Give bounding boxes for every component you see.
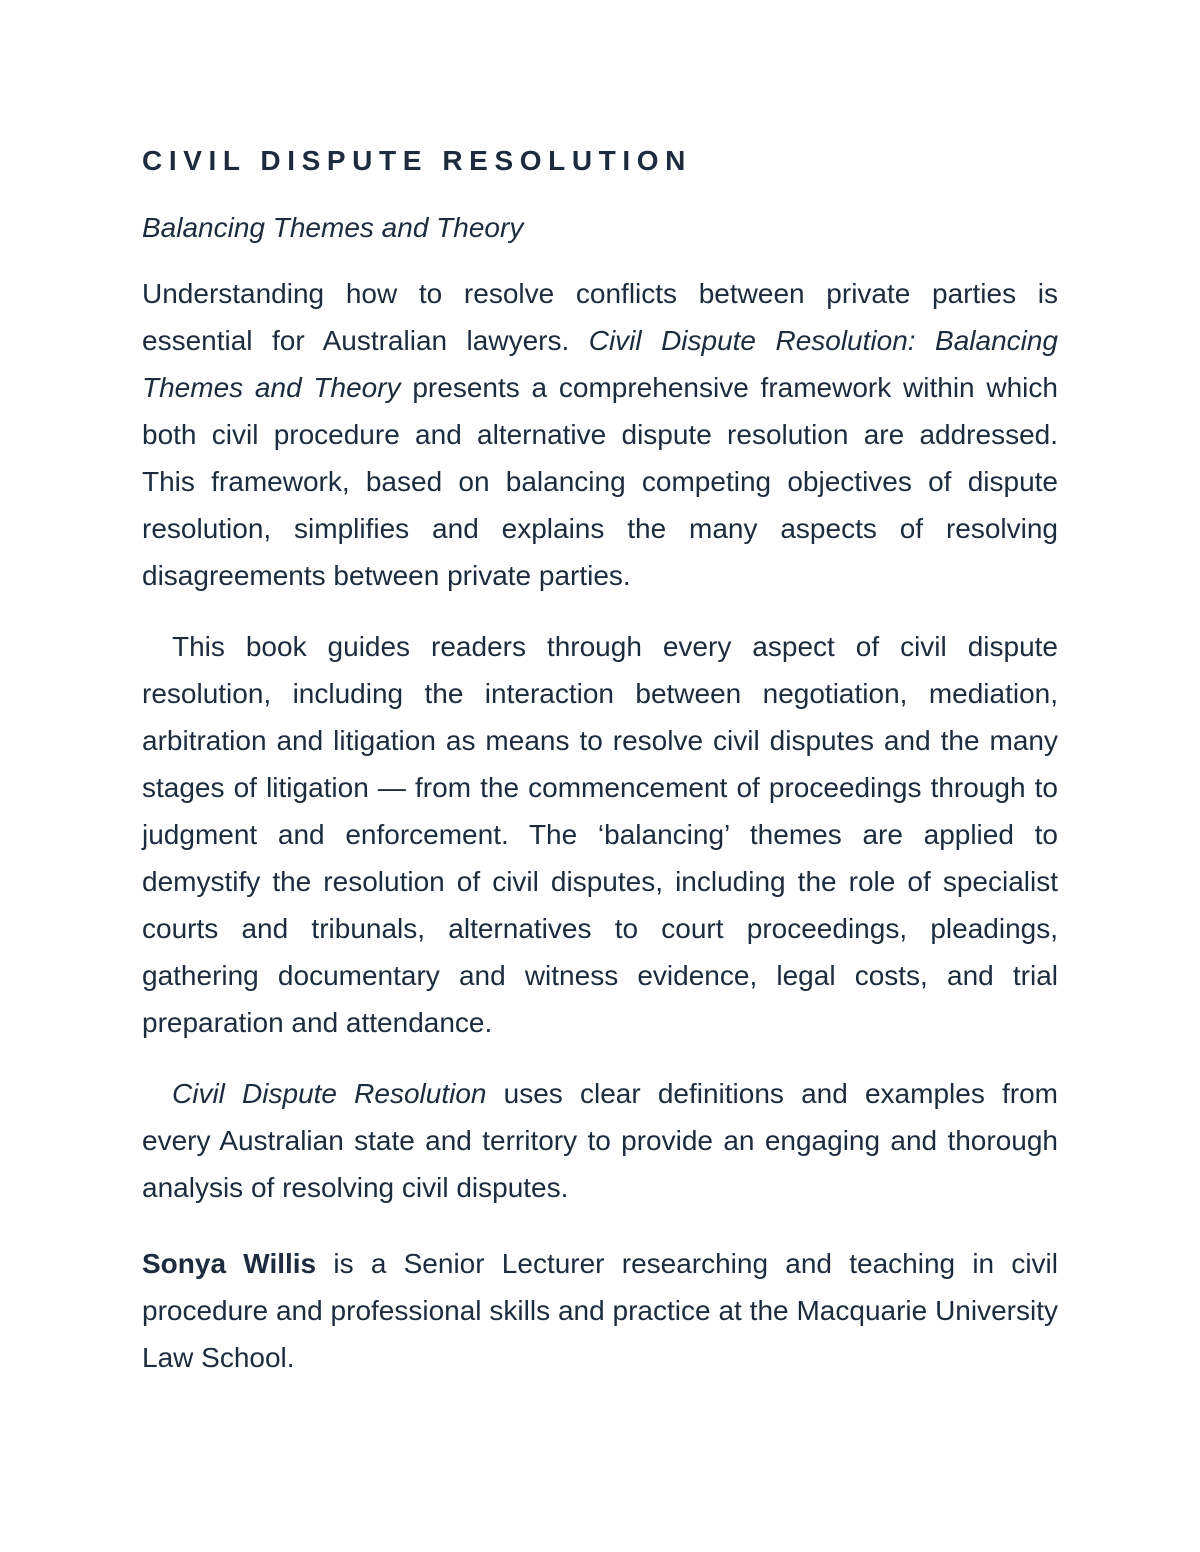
summary-paragraph [142,1070,1058,1211]
summary-book-title-italic: Civil Dispute Resolution [172,1078,487,1109]
summary-text: uses clear definitions and examples from every Australian state and territory to provide an engaging and thorough analysis of resolving civil disputes. [142,1078,1058,1203]
book-title-italic: Civil Dispute Resolution: Balancing Themes and Theory [142,325,1058,403]
author-bio-text: is a Senior Lecturer researching and teaching in civil procedure and professional skills and practice at the Macquarie University Law School. [142,1248,1059,1373]
guide-paragraph [142,623,1058,1046]
intro-text-start: Understanding how to resolve conflicts between private parties is essential for Australian lawyers. [142,278,1058,356]
intro-text-end: presents a comprehensive framework within which both civil procedure and alternative dispute resolution are addressed. This framework, based on balancing competing objectives of dispute resolution, simplifies and explains the many aspects of resolving disagreements between private parties. [142,372,1058,591]
author-name: Sonya Willis [142,1248,317,1279]
intro-paragraph [142,270,1058,599]
guide-text: This book guides readers through every aspect of civil dispute resolution, including the interaction between negotiation, mediation, arbitration and litigation as means to resolve civil disputes and the many stages of litigation — from the commencement of proceedings through to judgment and enforcement. The ‘balancing’ themes are applied to demystify the resolution of civil disputes, including the role of specialist courts and tribunals, alternatives to court proceedings, pleadings, gathering documentary and witness evidence, legal costs, and trial preparation and attendance. [142,631,1058,1038]
document-subtitle: Balancing Themes and Theory [142,212,524,243]
author-paragraph [142,1240,1058,1381]
document-title: CIVIL DISPUTE RESOLUTION [142,145,692,176]
